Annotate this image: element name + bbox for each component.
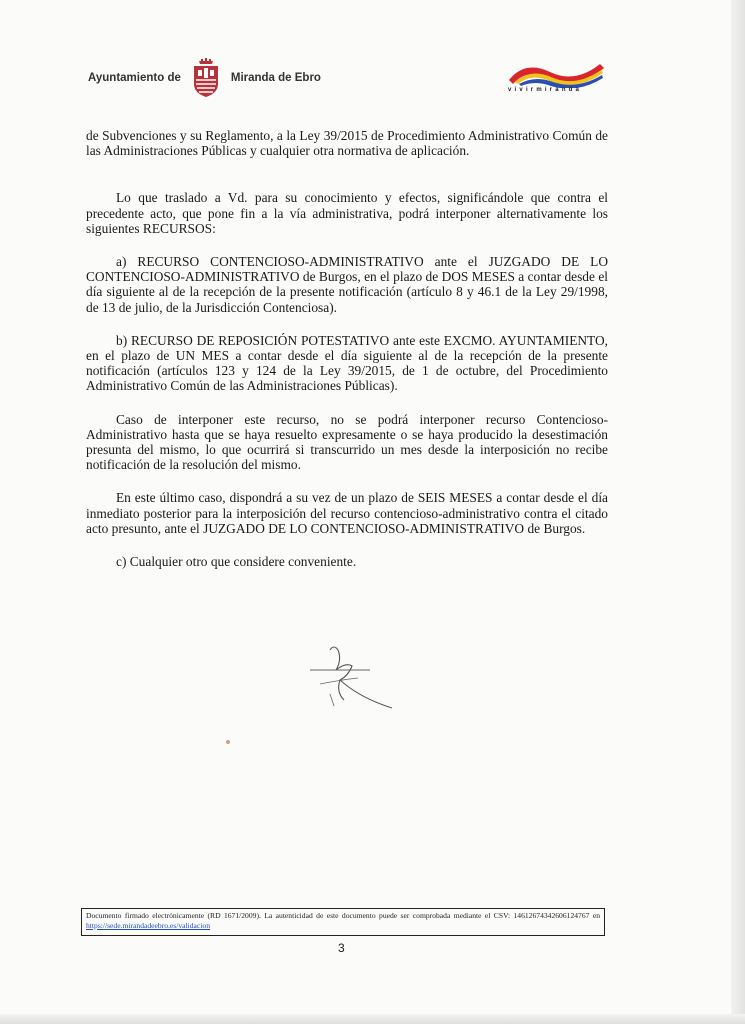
wave-logo-icon [505,58,610,88]
paragraph-recurso-b: b) RECURSO DE REPOSICIÓN POTESTATIVO ante este EXCMO. AYUNTAMIENTO, en el plazo de UN MES a contar desde el día siguiente al de la recepción de la presente notificación (artículos 123 y 124 de la Ley 39/2015, de 1 de octubre, del Procedimiento Administrativo Común de las Administraciones Públicas). [86,332,608,394]
header-municipality [88,58,321,98]
document-body [86,128,608,569]
paragraph-ultimo-caso: En este último caso, dispondrá a su vez de un plazo de SEIS MESES a contar desde el día inmediato posterior para la interposición del recurso contencioso-administrativo contra el citado acto presunto, ante el JUZGADO DE LO CONTENCIOSO-ADMINISTRATIVO de Burgos. [86,490,608,536]
logo-motto: vivirmiranda [508,87,583,93]
scan-edge-right [731,0,745,1024]
header-text-miranda: Miranda de Ebro [230,72,321,84]
csv-text: Documento firmado electrónicamente (RD 1671/2009). La autenticidad de este documento puede ser comprobada mediante el CSV: 14612674342606124767 en [86,911,600,920]
paragraph-continuation: de Subvenciones y su Reglamento, a la Ley 39/2015 de Procedimiento Administrativo Común de las Administraciones Públicas y cualquier otra normativa de aplicación. [86,128,608,159]
scan-edge-bottom [0,1014,745,1024]
paragraph-notification: Lo que traslado a Vd. para su conocimiento y efectos, significándole que contra el precedente acto, que pone fin a la vía administrativa, podrá interponer alternativamente los siguientes RECURSOS: [86,190,608,236]
coat-of-arms-icon [189,58,223,98]
handwritten-signature [300,640,400,715]
paragraph-caso: Caso de interponer este recurso, no se podrá interponer recurso Contencioso-Administrativo hasta que se haya resuelto expresamente o se haya producido la desestimación presunta del mismo, lo que ocurrirá si transcurrido un mes desde la interposición no recibe notificación de la resolución del mismo. [86,411,608,473]
scan-speck [226,740,230,744]
page-number: 3 [338,941,345,955]
header-text-ayuntamiento: Ayuntamiento de [88,72,181,84]
csv-verification-box [81,908,605,936]
vivirmiranda-logo [505,58,610,96]
paragraph-recurso-c: c) Cualquier otro que considere conveniente. [116,554,357,570]
validation-link[interactable]: https://sede.mirandadeebro.es/validacion [86,921,210,930]
paragraph-recurso-a: a) RECURSO CONTENCIOSO-ADMINISTRATIVO ante el JUZGADO DE LO CONTENCIOSO-ADMINISTRATIVO de Burgos, en el plazo de DOS MESES a contar desde el día siguiente al de la recepción de la presente notificación (artículo 8 y 46.1 de la Ley 29/1998, de 13 de julio, de la Jurisdicción Contenciosa). [86,254,608,315]
